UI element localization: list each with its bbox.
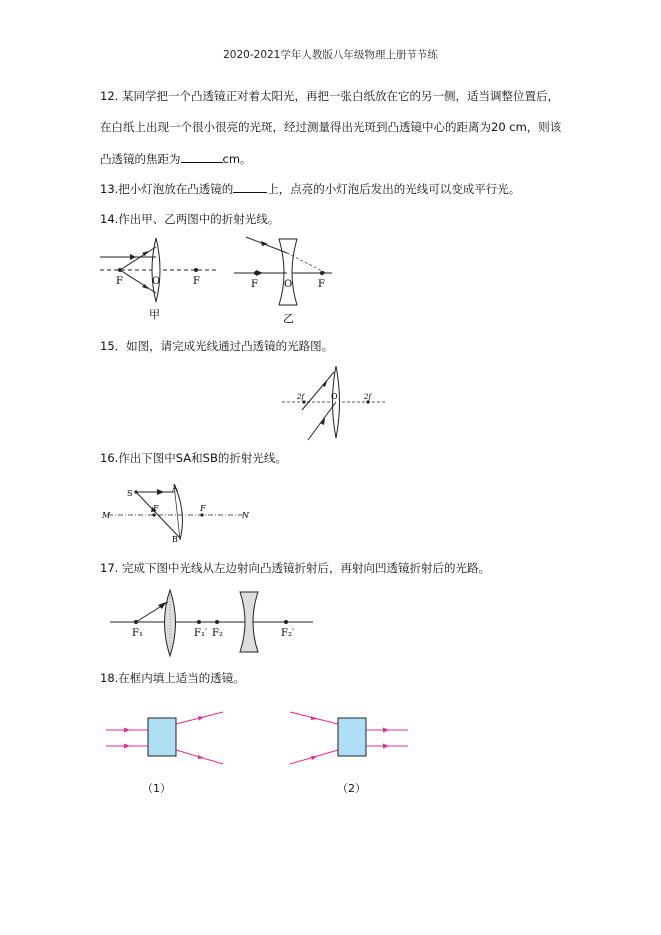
q15-ray-1 (302, 372, 334, 410)
q14a-ray-arrow1 (130, 254, 136, 260)
q14b-caption: 乙 (283, 312, 294, 325)
q18-2-arrow-in-top (311, 716, 317, 720)
q16-label-f2: F (200, 504, 206, 513)
q17-label-f1p: F₁′ (194, 628, 208, 639)
q14b-label-f-left: F (251, 279, 258, 290)
q15-label-2f-right: 2f (364, 393, 372, 401)
q13-text (100, 180, 520, 197)
q18-1-lens-box[interactable] (148, 718, 176, 756)
q14a-label-center: O (152, 276, 161, 287)
q18-1-arrow-out-top (198, 716, 204, 720)
q17-label-f2: F₂ (212, 628, 223, 639)
q14b-label-f-right: F (318, 279, 325, 290)
q18-fig-2 (290, 712, 408, 764)
q13-pre: 13.把小灯泡放在凸透镜的 (100, 182, 234, 196)
q16-point-s (134, 490, 137, 493)
q12-answer-blank[interactable] (181, 150, 223, 163)
q15-label-center: O (331, 392, 338, 401)
q17-dot-f1 (134, 620, 138, 624)
q16-label-f1: F (153, 504, 159, 513)
q14b-label-center: O (284, 279, 293, 290)
q18-caption-1: （1） (142, 782, 171, 795)
q14a-focus-right-dot (194, 268, 198, 272)
q14b-focus-right-dot (320, 271, 324, 275)
q15-text: 15．如图，请完成光线通过凸透镜的光路图。 (100, 339, 334, 353)
q16-text: 16.作出下图中SA和SB的折射光线。 (100, 451, 287, 465)
q16-focus-left-dot (152, 513, 155, 516)
q16-figure (96, 480, 256, 546)
q14a-ray-focus-down (120, 270, 156, 293)
q12-line3 (100, 150, 252, 167)
q16-label-b: B (172, 535, 178, 544)
q17-dot-f2p (284, 620, 288, 624)
q18-text: 18.在框内填上适当的透镜。 (100, 671, 245, 685)
q14b-concave-lens (279, 239, 297, 305)
page-header: 2020-2021学年人教版八年级物理上册节节练 (223, 49, 438, 61)
q18-1-arrow-in-top (124, 728, 130, 733)
q13-post: 上，点亮的小灯泡后发出的光线可以变成平行光。 (267, 182, 521, 196)
q17-dot-f1p (197, 620, 201, 624)
q18-fig-1 (106, 712, 223, 764)
q15-figure (280, 364, 390, 442)
q14-figures (96, 235, 336, 325)
q16-focus-right-dot (200, 513, 203, 516)
q15-label-2f-left: 2f (297, 393, 305, 401)
q14a-focus-left-dot (118, 268, 122, 272)
q14a-caption: 甲 (149, 308, 160, 321)
q18-2-arrow-out-bottom (383, 744, 389, 749)
q16-label-n: N (242, 511, 249, 520)
q16-label-s: S (127, 489, 133, 498)
q12-line2: 在白纸上出现一个很小很亮的光斑，经过测量得出光斑到凸透镜中心的距离为20 cm，则该 (100, 120, 562, 134)
q14a-label-f-right: F (193, 276, 200, 287)
q14b-focus-left-dot (254, 271, 258, 275)
q12-line3-pre: 凸透镜的焦距为 (100, 152, 181, 166)
q14a-ray-focus-up (120, 247, 156, 270)
q17-figure (108, 588, 318, 660)
q18-2-arrow-in-bottom (311, 756, 317, 760)
q18-2-arrow-out-top (383, 728, 389, 733)
q17-dot-f2 (215, 620, 219, 624)
q14-text: 14.作出甲、乙两图中的折射光线。 (100, 212, 280, 226)
q18-2-lens-box[interactable] (338, 718, 366, 756)
q18-caption-2: （2） (337, 782, 366, 795)
q13-answer-blank[interactable] (233, 180, 267, 193)
q16-ray-sa-arrow (157, 489, 164, 495)
q14-fig-b (234, 237, 332, 325)
q16-label-a: A (172, 484, 178, 493)
q17-label-f2p: F₂′ (281, 628, 295, 639)
q16-label-m: M (102, 511, 111, 520)
q12-line1: 12. 某同学把一个凸透镜正对着太阳光，再把一张白纸放在它的另一侧，适当调整位置后， (100, 89, 559, 103)
q14a-convex-lens (152, 238, 160, 302)
q15-ray-arrow2 (320, 418, 325, 425)
q17-label-f1: F₁ (132, 628, 143, 639)
q14a-label-f-left: F (116, 276, 123, 287)
q12-line3-post: cm。 (222, 152, 252, 166)
q14-fig-a (100, 238, 216, 321)
q18-1-arrow-in-bottom (124, 744, 130, 749)
q18-figures (104, 708, 414, 768)
q17-text: 17. 完成下图中光线从左边射向凸透镜折射后，再射向凹透镜折射后的光路。 (100, 561, 490, 575)
